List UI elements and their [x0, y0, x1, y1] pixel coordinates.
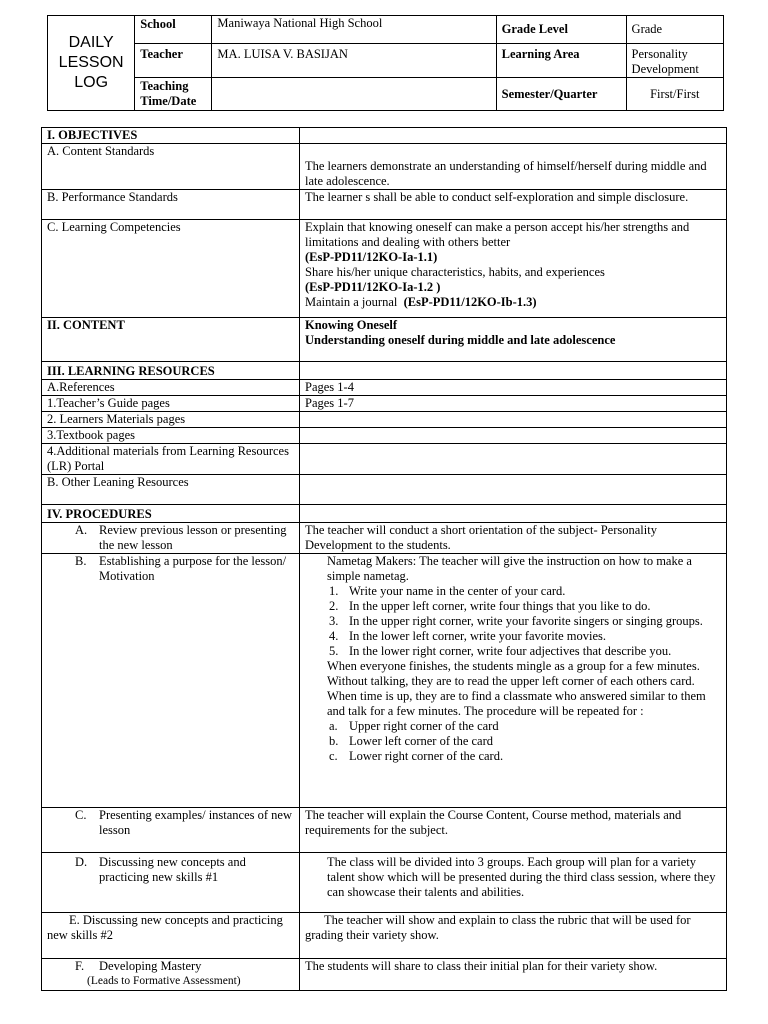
performance-standards-label: B. Performance Standards: [42, 190, 300, 220]
step-text: In the upper right corner, write your favorite singers or singing groups.: [349, 614, 703, 628]
procedures-heading: IV. PROCEDURES: [42, 505, 300, 523]
procedure-c-label: [42, 808, 300, 853]
procedure-label-text: Review previous lesson or presenting the new lesson: [99, 523, 287, 552]
resource-value: Pages 1-7: [300, 396, 727, 412]
content-subtopic: Understanding oneself during middle and late adolescence: [305, 333, 616, 347]
procedure-e-value: [300, 913, 727, 959]
procedure-f-label: [42, 959, 300, 991]
step-text: Upper right corner of the card: [349, 719, 499, 733]
repeat-step: [327, 749, 721, 764]
teacher-label: Teacher: [135, 44, 212, 78]
resource-label: 4.Additional materials from Learning Resources (LR) Portal: [42, 444, 300, 475]
procedure-label-text: Discussing new concepts and practicing new skills #1: [99, 855, 246, 884]
procedure-f-subtitle: (Leads to Formative Assessment): [87, 975, 241, 987]
step-number: 5.: [329, 644, 339, 658]
procedure-a-label: [42, 523, 300, 554]
learning-area-label: Learning Area: [496, 44, 626, 78]
teaching-time-line: Teaching: [140, 79, 189, 93]
step-letter: c.: [329, 749, 338, 763]
title-line: LESSON: [58, 54, 124, 71]
procedure-label-text: E. Discussing new concepts and practicing new skills #2: [47, 913, 283, 942]
step-letter: b.: [329, 734, 339, 748]
step-text: In the upper left corner, write four things that you like to do.: [349, 599, 651, 613]
learning-area-line: Personality: [631, 47, 688, 61]
step-text: In the lower right corner, write four adjectives that describe you.: [349, 644, 672, 658]
teaching-time-value: [212, 78, 496, 111]
competency-text: Explain that knowing oneself can make a person accept his/her strengths and limitations and dealing with others better: [305, 220, 690, 249]
repeat-step: [327, 719, 721, 734]
step-text: Lower left corner of the card: [349, 734, 494, 748]
procedure-d-value: The class will be divided into 3 groups. Each group will plan for a variety talent show which will be presented during the third class session, where they can showcase their talents and abilities.: [300, 853, 727, 913]
competency-text: [305, 295, 721, 310]
resource-label: 1.Teacher’s Guide pages: [42, 396, 300, 412]
step-text: Lower right corner of the card.: [349, 749, 504, 763]
mingle-instructions: When everyone finishes, the students mingle as a group for a few minutes. Without talking, they are to read the upper left corner of each others card. When time is up, they are to find a classmate who answered similar to them and talk for a few minutes. The procedure will be repeated for :: [327, 659, 706, 718]
resource-label: 3.Textbook pages: [42, 428, 300, 444]
semester-value: First/First: [626, 78, 723, 111]
content-topic: Knowing Oneself: [305, 318, 398, 332]
daily-lesson-log-title: [48, 16, 135, 111]
resource-value: [300, 428, 727, 444]
resource-label: B. Other Leaning Resources: [42, 475, 300, 505]
procedure-label-text: Developing Mastery: [99, 959, 202, 973]
content-standards-label: A. Content Standards: [42, 144, 300, 190]
procedure-a-value: The teacher will conduct a short orientation of the subject- Personality Development to the students.: [300, 523, 727, 554]
school-value: Maniwaya National High School: [212, 16, 496, 44]
grade-level-value: Grade: [626, 16, 723, 44]
school-label: School: [135, 16, 212, 44]
procedure-number: D.: [75, 855, 88, 869]
step-number: 4.: [329, 629, 339, 643]
header-table: [47, 15, 724, 111]
step-number: 2.: [329, 599, 339, 613]
repeat-step: [327, 734, 721, 749]
teaching-time-label: [135, 78, 212, 111]
learning-resources-heading: III. LEARNING RESOURCES: [42, 362, 300, 380]
lesson-table: [41, 127, 727, 991]
teaching-time-line: Time/Date: [140, 94, 197, 108]
resource-label: 2. Learners Materials pages: [42, 412, 300, 428]
title-line: DAILY: [68, 34, 114, 51]
content-heading: II. CONTENT: [42, 318, 300, 362]
competency-text: Share his/her unique characteristics, habits, and experiences: [305, 265, 605, 279]
step-number: 3.: [329, 614, 339, 628]
procedure-c-value: The teacher will explain the Course Content, Course method, materials and requirements for the subject.: [300, 808, 727, 853]
grade-level-label: Grade Level: [496, 16, 626, 44]
procedure-number: A.: [75, 523, 88, 537]
procedure-b-value: [300, 554, 727, 808]
procedure-d-label: [42, 853, 300, 913]
nametag-step: [327, 644, 721, 659]
competency-journal-text: Maintain a journal: [305, 295, 398, 309]
procedure-number: C.: [75, 808, 87, 822]
learning-competencies-value: [300, 220, 727, 318]
nametag-intro: Nametag Makers: The teacher will give the instruction on how to make a simple nametag.: [327, 554, 692, 583]
competency-code: (EsP-PD11/12KO-Ia-1.2 ): [305, 280, 441, 294]
nametag-step: [327, 584, 721, 599]
semester-label: Semester/Quarter: [496, 78, 626, 111]
step-number: 1.: [329, 584, 339, 598]
nametag-step: [327, 599, 721, 614]
competency-code: (EsP-PD11/12KO-Ia-1.1): [305, 250, 438, 264]
repeat-steps: [327, 719, 721, 764]
performance-standards-value: The learner s shall be able to conduct self-exploration and simple disclosure.: [300, 190, 727, 220]
procedure-e-text: The teacher will show and explain to class the rubric that will be used for grading their variety show.: [305, 913, 691, 942]
learning-area-line: Development: [631, 62, 699, 76]
step-letter: a.: [329, 719, 338, 733]
procedure-number: B.: [75, 554, 87, 568]
nametag-step: [327, 629, 721, 644]
title-line: LOG: [74, 74, 109, 91]
resource-value: [300, 412, 727, 428]
teacher-value: MA. LUISA V. BASIJAN: [212, 44, 496, 78]
step-text: In the lower left corner, write your favorite movies.: [349, 629, 607, 643]
resource-value: [300, 475, 727, 505]
procedure-f-value: The students will share to class their initial plan for their variety show.: [300, 959, 727, 991]
learning-resources-heading-blank: [300, 362, 727, 380]
learning-area-value: [626, 44, 723, 78]
procedure-label-text: Presenting examples/ instances of new lesson: [99, 808, 293, 837]
content-standards-value: The learners demonstrate an understanding of himself/herself during middle and late adolescence.: [300, 144, 727, 190]
procedure-e-label: [42, 913, 300, 959]
resource-value: [300, 444, 727, 475]
resource-label: A.References: [42, 380, 300, 396]
nametag-step: [327, 614, 721, 629]
objectives-heading: I. OBJECTIVES: [42, 128, 300, 144]
nametag-steps: [327, 584, 721, 659]
step-text: Write your name in the center of your card.: [349, 584, 566, 598]
procedure-label-text: Establishing a purpose for the lesson/ Motivation: [99, 554, 287, 583]
objectives-heading-blank: [300, 128, 727, 144]
competency-code: (EsP-PD11/12KO-Ib-1.3): [403, 295, 537, 309]
resource-value: Pages 1-4: [300, 380, 727, 396]
procedures-heading-blank: [300, 505, 727, 523]
content-value: [300, 318, 727, 362]
learning-competencies-label: C. Learning Competencies: [42, 220, 300, 318]
procedure-b-label: [42, 554, 300, 808]
procedure-number: F.: [75, 959, 85, 973]
